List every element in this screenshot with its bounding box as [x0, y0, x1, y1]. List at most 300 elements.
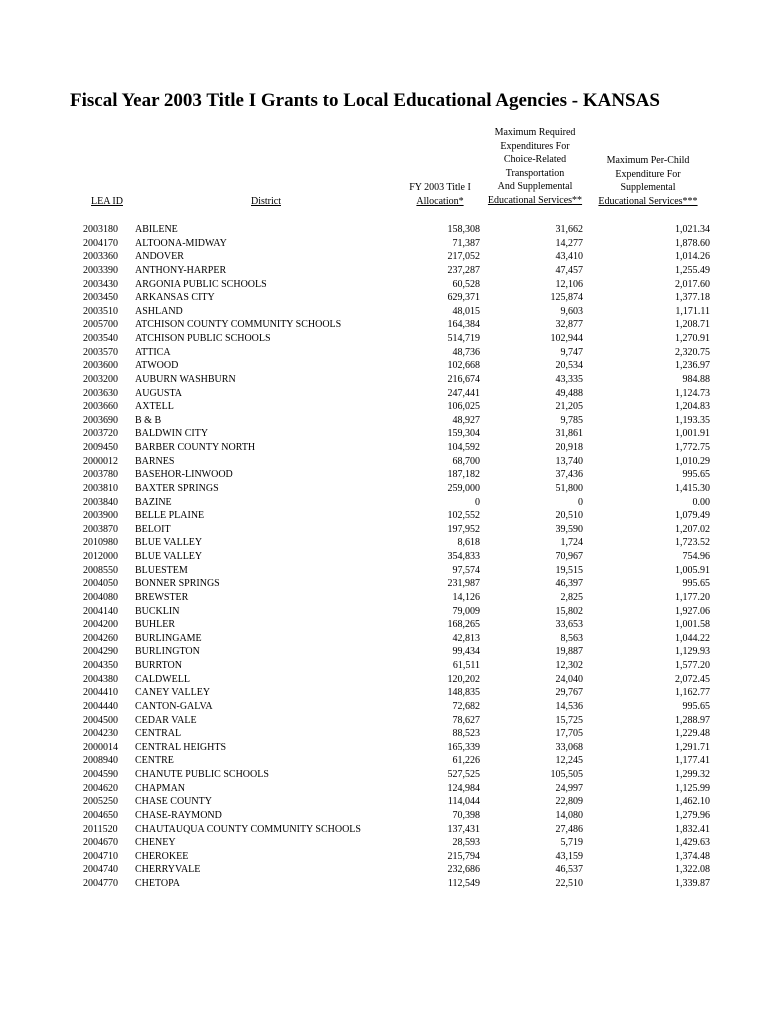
district-cell: CENTRAL	[135, 728, 182, 740]
max-required-cell: 0	[578, 496, 583, 508]
column-header-line: Educational Services***	[598, 195, 698, 207]
allocation-cell: 99,434	[452, 646, 480, 658]
per-child-cell: 2,072.45	[675, 673, 710, 685]
table-row	[0, 441, 768, 455]
max-required-cell: 17,705	[555, 728, 583, 740]
table-row	[0, 291, 768, 305]
per-child-cell: 2,017.60	[675, 278, 710, 290]
table-row	[0, 836, 768, 850]
lea-id-cell: 2003780	[83, 469, 118, 481]
table-row	[0, 645, 768, 659]
per-child-cell: 1,124.73	[675, 387, 710, 399]
max-required-cell: 8,563	[560, 632, 583, 644]
max-required-cell: 14,277	[555, 237, 583, 249]
allocation-cell: 216,674	[447, 373, 480, 385]
allocation-cell: 97,574	[452, 564, 480, 576]
per-child-cell: 1,288.97	[675, 714, 710, 726]
district-cell: CHAUTAUQUA COUNTY COMMUNITY SCHOOLS	[135, 823, 361, 835]
lea-id-cell: 2003900	[83, 510, 118, 522]
table-row	[0, 618, 768, 632]
district-cell: ATCHISON COUNTY COMMUNITY SCHOOLS	[135, 319, 342, 331]
allocation-cell: 70,398	[452, 809, 480, 821]
per-child-cell: 1,010.29	[675, 455, 710, 467]
lea-id-cell: 2004140	[83, 605, 118, 617]
district-cell: AXTELL	[135, 401, 174, 413]
district-cell: BURLINGTON	[135, 646, 200, 658]
lea-id-cell: 2008550	[83, 564, 118, 576]
lea-id-cell: 2003720	[83, 428, 118, 440]
district-cell: BARBER COUNTY NORTH	[135, 442, 256, 453]
district-cell: CHAPMAN	[135, 782, 186, 794]
allocation-cell: 164,384	[447, 319, 480, 331]
column-header-line: FY 2003 Title I	[409, 182, 471, 193]
lea-id-cell: 2003180	[83, 224, 118, 235]
table-row	[0, 782, 768, 796]
lea-id-cell: 2003540	[83, 333, 118, 344]
table-row	[0, 509, 768, 523]
district-cell: B & B	[135, 414, 162, 426]
max-required-cell: 31,662	[555, 224, 583, 235]
per-child-cell: 1,171.11	[675, 305, 710, 317]
lea-id-cell: 2004350	[83, 660, 118, 671]
district-cell: CHETOPA	[135, 878, 181, 889]
district-cell: BUHLER	[135, 619, 175, 631]
per-child-cell: 995.65	[682, 578, 710, 590]
per-child-cell: 1,462.10	[675, 796, 710, 808]
table-row	[0, 237, 768, 251]
allocation-cell: 217,052	[447, 251, 480, 263]
per-child-cell: 1,270.91	[675, 333, 710, 344]
per-child-cell: 1,339.87	[675, 878, 710, 889]
max-required-cell: 43,335	[555, 373, 583, 385]
table-row	[0, 577, 768, 591]
allocation-cell: 197,952	[447, 523, 480, 535]
column-header-line: Allocation*	[416, 195, 464, 207]
lea-id-cell: 2003870	[83, 523, 118, 535]
district-cell: BREWSTER	[135, 591, 189, 603]
per-child-cell: 1,005.91	[675, 564, 710, 576]
lea-id-cell: 2003810	[83, 482, 118, 494]
district-cell: BAXTER SPRINGS	[135, 482, 219, 494]
per-child-cell: 1,162.77	[675, 687, 710, 699]
column-header-line: Maximum Per-Child	[606, 155, 690, 166]
allocation-cell: 120,202	[447, 673, 480, 685]
column-header-max-per-child	[597, 154, 699, 208]
max-required-cell: 43,159	[555, 850, 583, 862]
table-row	[0, 468, 768, 482]
table-row	[0, 346, 768, 360]
lea-id-cell: 2004620	[83, 782, 118, 794]
district-cell: BELLE PLAINE	[135, 510, 205, 522]
table-row	[0, 264, 768, 278]
table-row	[0, 387, 768, 401]
per-child-cell: 1,129.93	[675, 646, 710, 658]
allocation-cell: 102,552	[447, 510, 480, 522]
per-child-cell: 1,377.18	[675, 292, 710, 304]
lea-id-cell: 2003570	[83, 346, 118, 358]
table-row	[0, 632, 768, 646]
max-required-cell: 20,918	[555, 442, 583, 453]
max-required-cell: 9,785	[560, 414, 583, 426]
lea-id-cell: 2000014	[83, 741, 118, 753]
lea-id-cell: 2000012	[83, 455, 118, 467]
column-header-line: Maximum Required	[494, 127, 576, 138]
table-row	[0, 591, 768, 605]
lea-id-cell: 2005700	[83, 319, 118, 331]
max-required-cell: 46,397	[555, 578, 583, 590]
table-row	[0, 877, 768, 891]
table-row	[0, 795, 768, 809]
table-row	[0, 523, 768, 537]
table-row	[0, 400, 768, 414]
table-row	[0, 673, 768, 687]
per-child-cell: 1,255.49	[675, 264, 710, 276]
per-child-cell: 1,125.99	[675, 782, 710, 794]
district-cell: ARKANSAS CITY	[135, 292, 215, 304]
lea-id-cell: 2004740	[83, 864, 118, 876]
max-required-cell: 14,080	[555, 809, 583, 821]
per-child-cell: 1,429.63	[675, 837, 710, 849]
lea-id-cell: 2003360	[83, 251, 118, 263]
table-row	[0, 850, 768, 864]
allocation-cell: 78,627	[452, 714, 480, 726]
lea-id-cell: 2004200	[83, 619, 118, 631]
district-cell: ABILENE	[135, 224, 178, 235]
per-child-cell: 995.65	[682, 700, 710, 712]
per-child-cell: 1,236.97	[675, 360, 710, 372]
allocation-cell: 79,009	[452, 605, 480, 617]
column-header-line: Transportation	[505, 167, 565, 179]
district-cell: CHENEY	[135, 837, 176, 849]
table-row	[0, 659, 768, 673]
max-required-cell: 20,534	[555, 360, 583, 372]
allocation-cell: 148,835	[447, 687, 480, 699]
lea-id-cell: 2004500	[83, 714, 118, 726]
max-required-cell: 70,967	[555, 551, 583, 562]
district-cell: ATCHISON PUBLIC SCHOOLS	[135, 333, 271, 344]
column-header-district-text: District	[251, 196, 281, 207]
column-header-lea-id-text: LEA ID	[91, 196, 123, 207]
max-required-cell: 20,510	[555, 510, 583, 522]
table-row	[0, 318, 768, 332]
table-row	[0, 359, 768, 373]
max-required-cell: 37,436	[555, 469, 583, 481]
table-row	[0, 768, 768, 782]
per-child-cell: 1,772.75	[675, 442, 710, 453]
table-row	[0, 686, 768, 700]
max-required-cell: 105,505	[550, 769, 583, 780]
table-row	[0, 741, 768, 755]
per-child-cell: 1,208.71	[675, 319, 710, 331]
per-child-cell: 1,207.02	[675, 523, 710, 535]
lea-id-cell: 2004170	[83, 237, 118, 249]
per-child-cell: 1,001.58	[675, 619, 710, 631]
max-required-cell: 21,205	[555, 401, 583, 413]
allocation-cell: 187,182	[447, 469, 480, 481]
table-row	[0, 305, 768, 319]
max-required-cell: 15,802	[555, 605, 583, 617]
district-cell: BURRTON	[135, 660, 183, 671]
district-cell: CHASE-RAYMOND	[135, 809, 222, 821]
allocation-cell: 42,813	[452, 632, 480, 644]
table-row	[0, 373, 768, 387]
allocation-cell: 104,592	[447, 442, 480, 453]
lea-id-cell: 2009450	[83, 442, 118, 453]
allocation-cell: 48,736	[452, 346, 480, 358]
district-cell: BLUE VALLEY	[135, 551, 203, 562]
lea-id-cell: 2004260	[83, 632, 118, 644]
per-child-cell: 1,374.48	[675, 850, 710, 862]
table-row	[0, 414, 768, 428]
district-cell: BUCKLIN	[135, 605, 180, 617]
district-cell: AUBURN WASHBURN	[135, 373, 236, 385]
lea-id-cell: 2004380	[83, 673, 118, 685]
district-cell: ANTHONY-HARPER	[135, 264, 227, 276]
per-child-cell: 1,204.83	[675, 401, 710, 413]
lea-id-cell: 2010980	[83, 537, 118, 549]
column-header-line: And Supplemental	[497, 181, 573, 193]
max-required-cell: 46,537	[555, 864, 583, 876]
lea-id-cell: 2004670	[83, 837, 118, 849]
lea-id-cell: 2003630	[83, 387, 118, 399]
per-child-cell: 1,177.41	[675, 755, 710, 767]
per-child-cell: 984.88	[682, 373, 710, 385]
district-cell: ATWOOD	[135, 360, 179, 372]
lea-id-cell: 2004650	[83, 809, 118, 821]
allocation-cell: 629,371	[447, 292, 480, 304]
allocation-cell: 514,719	[447, 333, 480, 344]
allocation-cell: 48,015	[452, 305, 480, 317]
allocation-cell: 158,308	[447, 224, 480, 235]
max-required-cell: 12,245	[555, 755, 583, 767]
district-cell: CHASE COUNTY	[135, 796, 212, 808]
district-cell: CHERRYVALE	[135, 864, 201, 876]
table-row	[0, 223, 768, 237]
table-row	[0, 455, 768, 469]
district-cell: BURLINGAME	[135, 632, 202, 644]
max-required-cell: 12,302	[555, 660, 583, 671]
page-title: Fiscal Year 2003 Title I Grants to Local Educational Agencies - KANSAS	[70, 90, 660, 111]
per-child-cell: 1,044.22	[675, 632, 710, 644]
table-row	[0, 427, 768, 441]
lea-id-cell: 2004440	[83, 700, 118, 712]
column-header-line: Educational Services**	[487, 194, 583, 206]
table-row	[0, 700, 768, 714]
lea-id-cell: 2003840	[83, 496, 118, 508]
max-required-cell: 24,040	[555, 673, 583, 685]
max-required-cell: 9,747	[560, 346, 583, 358]
district-cell: BLUESTEM	[135, 564, 188, 576]
allocation-cell: 0	[475, 496, 480, 508]
table-row	[0, 714, 768, 728]
lea-id-cell: 2004050	[83, 578, 118, 590]
allocation-cell: 168,265	[447, 619, 480, 631]
district-cell: ANDOVER	[135, 251, 184, 263]
allocation-cell: 137,431	[447, 823, 480, 835]
district-cell: BALDWIN CITY	[135, 428, 209, 440]
allocation-cell: 231,987	[447, 578, 480, 590]
district-cell: BONNER SPRINGS	[135, 578, 220, 590]
per-child-cell: 1,001.91	[675, 428, 710, 440]
district-cell: CHEROKEE	[135, 850, 189, 862]
max-required-cell: 47,457	[555, 264, 583, 276]
lea-id-cell: 2004710	[83, 850, 118, 862]
column-header-allocation	[400, 181, 480, 208]
max-required-cell: 125,874	[550, 292, 583, 304]
column-header-max-required	[484, 126, 586, 208]
lea-id-cell: 2003600	[83, 360, 118, 372]
lea-id-cell: 2004080	[83, 591, 118, 603]
table-row	[0, 823, 768, 837]
max-required-cell: 19,515	[555, 564, 583, 576]
district-cell: CENTRE	[135, 755, 174, 767]
max-required-cell: 19,887	[555, 646, 583, 658]
table-row	[0, 564, 768, 578]
allocation-cell: 28,593	[452, 837, 480, 849]
lea-id-cell: 2004230	[83, 728, 118, 740]
table-row	[0, 496, 768, 510]
max-required-cell: 14,536	[555, 700, 583, 712]
lea-id-cell: 2004770	[83, 878, 118, 889]
allocation-cell: 88,523	[452, 728, 480, 740]
allocation-cell: 14,126	[452, 591, 480, 603]
lea-id-cell: 2004590	[83, 769, 118, 780]
max-required-cell: 49,488	[555, 387, 583, 399]
lea-id-cell: 2003510	[83, 305, 118, 317]
table-row	[0, 250, 768, 264]
lea-id-cell: 2003690	[83, 414, 118, 426]
district-cell: BLUE VALLEY	[135, 537, 203, 549]
district-cell: ATTICA	[135, 346, 171, 358]
allocation-cell: 8,618	[457, 537, 480, 549]
per-child-cell: 1,723.52	[675, 537, 710, 549]
column-header-line: Supplemental	[620, 182, 676, 194]
per-child-cell: 1,193.35	[675, 414, 710, 426]
allocation-cell: 71,387	[452, 237, 480, 249]
district-cell: BAZINE	[135, 496, 172, 508]
max-required-cell: 1,724	[560, 537, 583, 549]
lea-id-cell: 2003200	[83, 373, 118, 385]
allocation-cell: 237,287	[447, 264, 480, 276]
table-row	[0, 754, 768, 768]
per-child-cell: 1,177.20	[675, 591, 710, 603]
allocation-cell: 61,226	[452, 755, 480, 767]
allocation-cell: 60,528	[452, 278, 480, 290]
max-required-cell: 43,410	[555, 251, 583, 263]
table-row	[0, 863, 768, 877]
lea-id-cell: 2004410	[83, 687, 118, 699]
per-child-cell: 1,832.41	[675, 823, 710, 835]
table-row	[0, 332, 768, 346]
lea-id-cell: 2003450	[83, 292, 118, 304]
allocation-cell: 72,682	[452, 700, 480, 712]
allocation-cell: 165,339	[447, 741, 480, 753]
max-required-cell: 33,653	[555, 619, 583, 631]
per-child-cell: 1,229.48	[675, 728, 710, 740]
table-row	[0, 536, 768, 550]
max-required-cell: 32,877	[555, 319, 583, 331]
per-child-cell: 1,021.34	[675, 224, 710, 235]
district-cell: ARGONIA PUBLIC SCHOOLS	[135, 278, 267, 290]
district-cell: BASEHOR-LINWOOD	[135, 469, 233, 481]
allocation-cell: 124,984	[447, 782, 480, 794]
allocation-cell: 61,511	[452, 660, 480, 671]
allocation-cell: 232,686	[447, 864, 480, 876]
district-cell: CENTRAL HEIGHTS	[135, 741, 227, 753]
max-required-cell: 12,106	[555, 278, 583, 290]
table-row	[0, 605, 768, 619]
district-cell: CANEY VALLEY	[135, 687, 211, 699]
district-cell: CANTON-GALVA	[135, 700, 213, 712]
table-row	[0, 809, 768, 823]
allocation-cell: 354,833	[447, 551, 480, 562]
allocation-cell: 259,000	[447, 482, 480, 494]
table-row	[0, 727, 768, 741]
per-child-cell: 0.00	[692, 496, 710, 508]
district-cell: CHANUTE PUBLIC SCHOOLS	[135, 769, 269, 780]
lea-id-cell: 2005250	[83, 796, 118, 808]
district-cell: BELOIT	[135, 523, 171, 535]
column-header-district	[240, 195, 292, 209]
district-cell: CALDWELL	[135, 673, 190, 685]
lea-id-cell: 2011520	[83, 823, 118, 835]
grants-table-body	[0, 223, 768, 891]
per-child-cell: 754.96	[682, 551, 710, 562]
max-required-cell: 24,997	[555, 782, 583, 794]
table-row	[0, 278, 768, 292]
per-child-cell: 1,291.71	[675, 741, 710, 753]
max-required-cell: 9,603	[560, 305, 583, 317]
allocation-cell: 215,794	[447, 850, 480, 862]
max-required-cell: 29,767	[555, 687, 583, 699]
per-child-cell: 2,320.75	[675, 346, 710, 358]
table-row	[0, 482, 768, 496]
lea-id-cell: 2003660	[83, 401, 118, 413]
max-required-cell: 22,809	[555, 796, 583, 808]
allocation-cell: 68,700	[452, 455, 480, 467]
district-cell: ALTOONA-MIDWAY	[135, 237, 227, 249]
district-cell: AUGUSTA	[135, 387, 182, 399]
allocation-cell: 527,525	[447, 769, 480, 780]
allocation-cell: 159,304	[447, 428, 480, 440]
per-child-cell: 1,299.32	[675, 769, 710, 780]
lea-id-cell: 2003390	[83, 264, 118, 276]
max-required-cell: 51,800	[555, 482, 583, 494]
max-required-cell: 102,944	[550, 333, 583, 344]
max-required-cell: 39,590	[555, 523, 583, 535]
max-required-cell: 5,719	[560, 837, 583, 849]
per-child-cell: 1,322.08	[675, 864, 710, 876]
per-child-cell: 995.65	[682, 469, 710, 481]
allocation-cell: 114,044	[447, 796, 480, 808]
max-required-cell: 27,486	[555, 823, 583, 835]
column-header-line: Expenditure For	[615, 168, 681, 180]
max-required-cell: 2,825	[560, 591, 583, 603]
per-child-cell: 1,279.96	[675, 809, 710, 821]
per-child-cell: 1,927.06	[675, 605, 710, 617]
lea-id-cell: 2012000	[83, 551, 118, 562]
lea-id-cell: 2008940	[83, 755, 118, 767]
allocation-cell: 106,025	[447, 401, 480, 413]
max-required-cell: 33,068	[555, 741, 583, 753]
district-cell: ASHLAND	[135, 305, 183, 317]
allocation-cell: 112,549	[447, 878, 480, 889]
per-child-cell: 1,014.26	[675, 251, 710, 263]
per-child-cell: 1,079.49	[675, 510, 710, 522]
max-required-cell: 22,510	[555, 878, 583, 889]
lea-id-cell: 2003430	[83, 278, 118, 290]
allocation-cell: 247,441	[447, 387, 480, 399]
